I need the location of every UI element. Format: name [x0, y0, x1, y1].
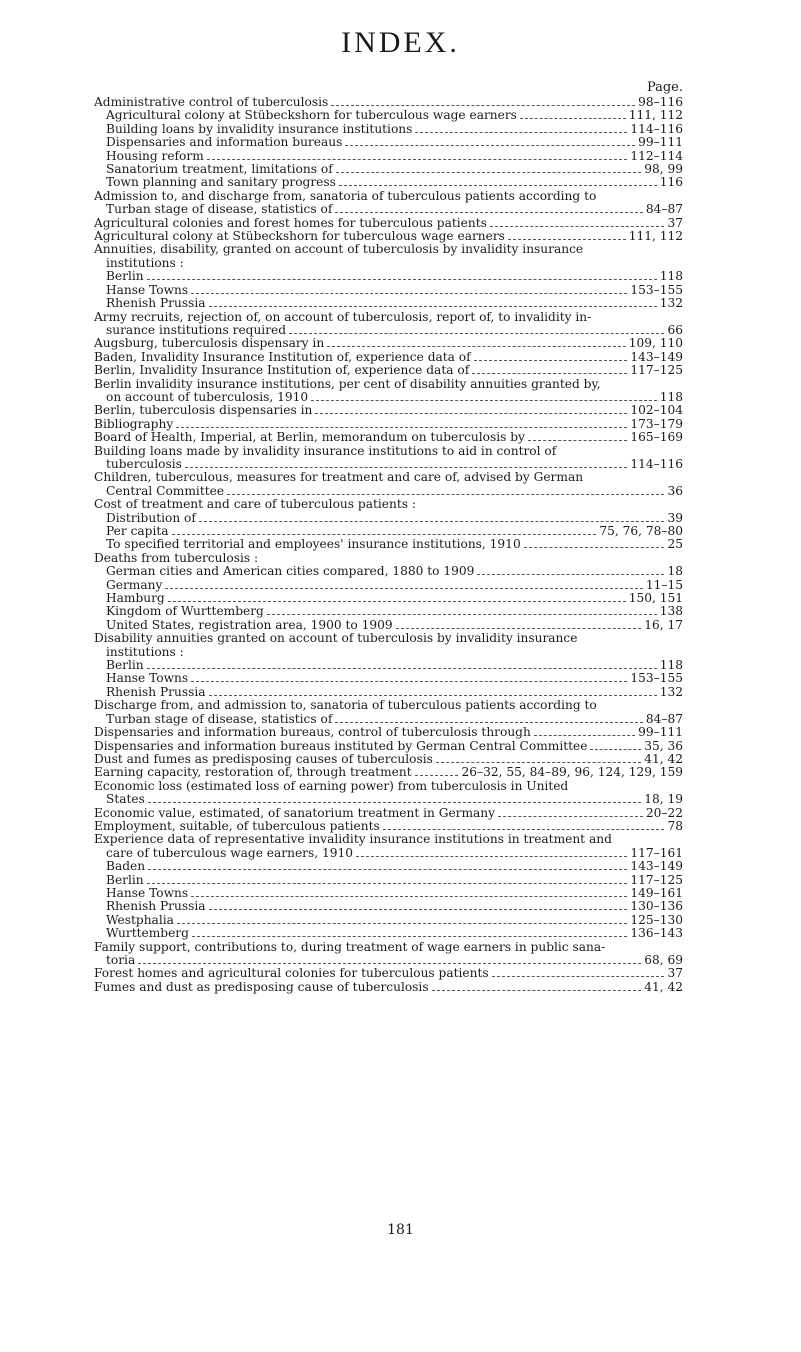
index-entry — [94, 351, 683, 364]
index-entry — [94, 753, 683, 766]
index-entry — [94, 471, 683, 484]
leader-dots — [147, 279, 657, 280]
entry-text: Central Committee — [106, 483, 225, 498]
entry-text: Berlin invalidity insurance institutions, per cent of disability annuities granted by, — [94, 376, 601, 391]
index-entry — [94, 337, 683, 350]
index-entry — [94, 230, 683, 243]
index-entry — [94, 740, 683, 753]
entry-page-ref: 16, 17 — [644, 617, 683, 632]
index-entry — [94, 941, 683, 954]
index-entry — [94, 190, 683, 203]
leader-dots — [176, 427, 627, 428]
leader-dots — [345, 145, 635, 146]
entry-page-ref: 111, 112 — [628, 229, 683, 244]
leader-dots — [138, 963, 641, 964]
index-entry — [94, 967, 683, 980]
page-column-heading: Page. — [646, 80, 683, 95]
leader-dots — [185, 467, 627, 468]
entry-text: Agricultural colonies and forest homes for tuberculous patients — [94, 215, 487, 230]
entry-page-ref: 132 — [659, 296, 683, 311]
entry-page-ref: 117–161 — [630, 845, 683, 860]
entry-page-ref: 114–116 — [630, 456, 683, 471]
leader-dots — [191, 293, 627, 294]
index-entry — [94, 203, 683, 216]
index-title: INDEX. — [341, 26, 460, 59]
leader-dots — [191, 896, 627, 897]
entry-page-ref: 99–111 — [638, 725, 683, 740]
index-entry — [94, 592, 683, 605]
leader-dots — [177, 923, 627, 924]
entry-page-ref: 102–104 — [630, 403, 683, 418]
leader-dots — [520, 118, 626, 119]
index-entry — [94, 404, 683, 417]
index-entry — [94, 659, 683, 672]
entry-text: Administrative control of tuberculosis — [94, 95, 329, 109]
entry-text: Rhenish Prussia — [106, 296, 206, 311]
entry-text: Berlin — [106, 658, 144, 673]
index-entry — [94, 847, 683, 860]
leader-dots — [534, 735, 635, 736]
index-entry — [94, 954, 683, 967]
entry-page-ref: 117–125 — [630, 363, 683, 378]
leader-dots — [209, 695, 657, 696]
entry-text: Berlin, Invalidity Insurance Institution of, experience data of — [94, 363, 470, 378]
entry-page-ref: 41, 42 — [644, 751, 683, 766]
index-entry — [94, 243, 683, 256]
index-entry — [94, 525, 683, 538]
leader-dots — [191, 681, 627, 682]
entry-page-ref: 37 — [667, 215, 683, 230]
leader-dots — [524, 547, 665, 548]
entry-text: Deaths from tuberculosis : — [94, 550, 259, 565]
leader-dots — [147, 668, 657, 669]
entry-text: Board of Health, Imperial, at Berlin, memorandum on tuberculosis by — [94, 430, 525, 445]
index-entry — [94, 820, 683, 833]
leader-dots — [209, 909, 628, 910]
entry-text: Bibliography — [94, 416, 174, 431]
entry-text: Hamburg — [106, 591, 165, 606]
leader-dots — [339, 185, 657, 186]
index-entry — [94, 257, 683, 270]
leader-dots — [415, 775, 459, 776]
entry-page-ref: 117–125 — [630, 872, 683, 887]
entry-text: Hanse Towns — [106, 671, 189, 686]
entry-text: Hanse Towns — [106, 282, 189, 297]
index-entries — [94, 96, 683, 994]
entry-text: on account of tuberculosis, 1910 — [106, 389, 309, 404]
entry-page-ref: 66 — [667, 322, 683, 337]
index-entry — [94, 324, 683, 337]
index-entry — [94, 780, 683, 793]
leader-dots — [335, 722, 643, 723]
index-entry — [94, 579, 683, 592]
page-number: 181 — [387, 1222, 414, 1238]
entry-page-ref: 143–149 — [630, 349, 683, 364]
index-entry — [94, 297, 683, 310]
entry-text: Experience data of representative invalidity insurance institutions in treatment and — [94, 832, 612, 847]
entry-text: Turban stage of disease, statistics of — [106, 202, 333, 217]
index-entry — [94, 512, 683, 525]
index-entry — [94, 646, 683, 659]
leader-dots — [148, 802, 641, 803]
leader-dots — [331, 105, 635, 106]
entry-text: Augsburg, tuberculosis dispensary in — [94, 336, 325, 351]
entry-page-ref: 78 — [667, 818, 683, 833]
leader-dots — [472, 373, 627, 374]
entry-page-ref: 98, 99 — [644, 162, 683, 177]
index-entry — [94, 270, 683, 283]
entry-page-ref: 36 — [667, 483, 683, 498]
entry-text: Wurttemberg — [106, 926, 189, 941]
leader-dots — [165, 588, 643, 589]
index-entry — [94, 860, 683, 873]
entry-page-ref: 143–149 — [630, 859, 683, 874]
entry-page-ref: 98–116 — [638, 95, 683, 109]
entry-text: Agricultural colony at Stübeckshorn for tuberculous wage earners — [106, 108, 517, 123]
entry-text: Town planning and sanitary progress — [106, 175, 336, 190]
leader-dots — [199, 521, 665, 522]
entry-text: Housing reform — [106, 148, 204, 163]
index-entry — [94, 833, 683, 846]
entry-text: Agricultural colony at Stübeckshorn for tuberculous wage earners — [94, 229, 505, 244]
index-entry — [94, 485, 683, 498]
index-entry — [94, 686, 683, 699]
leader-dots — [432, 990, 642, 991]
index-entry — [94, 431, 683, 444]
entry-text: Baden — [106, 859, 146, 874]
leader-dots — [267, 614, 657, 615]
index-entry — [94, 364, 683, 377]
index-entry — [94, 378, 683, 391]
leader-dots — [172, 534, 597, 535]
entry-page-ref: 173–179 — [630, 416, 683, 431]
entry-text: Germany — [106, 577, 163, 592]
entry-text: institutions : — [106, 644, 184, 659]
leader-dots — [356, 856, 627, 857]
entry-text: Building loans by invalidity insurance institutions — [106, 121, 413, 136]
entry-page-ref: 153–155 — [630, 282, 683, 297]
entry-text: States — [106, 792, 145, 807]
entry-text: Discharge from, and admission to, sanatoria of tuberculous patients according to — [94, 698, 597, 713]
index-entry — [94, 605, 683, 618]
entry-page-ref: 114–116 — [630, 121, 683, 136]
index-entry — [94, 284, 683, 297]
entry-page-ref: 118 — [659, 269, 683, 284]
index-entry — [94, 981, 683, 994]
entry-page-ref: 99–111 — [638, 135, 683, 150]
index-entry — [94, 123, 683, 136]
index-entry — [94, 311, 683, 324]
entry-page-ref: 130–136 — [630, 899, 683, 914]
leader-dots — [383, 829, 665, 830]
entry-text: Baden, Invalidity Insurance Institution of, experience data of — [94, 349, 471, 364]
index-entry — [94, 632, 683, 645]
leader-dots — [492, 976, 665, 977]
leader-dots — [311, 400, 657, 401]
entry-page-ref: 18 — [667, 564, 683, 579]
entry-page-ref: 41, 42 — [644, 979, 683, 994]
index-entry — [94, 927, 683, 940]
index-entry — [94, 136, 683, 149]
leader-dots — [192, 936, 627, 937]
entry-text: Rhenish Prussia — [106, 899, 206, 914]
leader-dots — [508, 239, 626, 240]
index-entry — [94, 672, 683, 685]
leader-dots — [490, 226, 665, 227]
entry-text: Hanse Towns — [106, 885, 189, 900]
entry-page-ref: 11–15 — [645, 577, 683, 592]
entry-text: Berlin — [106, 269, 144, 284]
leader-dots — [168, 601, 626, 602]
entry-page-ref: 25 — [667, 537, 683, 552]
entry-text: Building loans made by invalidity insurance institutions to aid in control of — [94, 443, 557, 458]
entry-page-ref: 150, 151 — [628, 591, 683, 606]
leader-dots — [396, 628, 642, 629]
entry-page-ref: 35, 36 — [644, 738, 683, 753]
entry-text: Westphalia — [106, 912, 174, 927]
leader-dots — [336, 172, 642, 173]
entry-text: Economic value, estimated, of sanatorium treatment in Germany — [94, 805, 496, 820]
index-entry — [94, 619, 683, 632]
entry-page-ref: 125–130 — [630, 912, 683, 927]
entry-text: institutions : — [106, 255, 184, 270]
entry-page-ref: 116 — [659, 175, 683, 190]
index-entry — [94, 699, 683, 712]
entry-text: Annuities, disability, granted on account of tuberculosis by invalidity insurance — [94, 242, 584, 257]
entry-page-ref: 118 — [659, 658, 683, 673]
entry-page-ref: 26–32, 55, 84–89, 96, 124, 129, 159 — [461, 765, 683, 780]
entry-page-ref: 153–155 — [630, 671, 683, 686]
index-entry — [94, 498, 683, 511]
entry-text: Dust and fumes as predisposing causes of tuberculosis — [94, 751, 433, 766]
index-entry — [94, 900, 683, 913]
entry-page-ref: 75, 76, 78–80 — [599, 524, 683, 538]
leader-dots — [436, 762, 641, 763]
leader-dots — [477, 574, 664, 575]
entry-page-ref: 20–22 — [645, 805, 683, 820]
entry-page-ref: 149–161 — [630, 885, 683, 900]
entry-text: Forest homes and agricultural colonies for tuberculous patients — [94, 966, 489, 981]
index-entry — [94, 150, 683, 163]
entry-page-ref: 136–143 — [630, 926, 683, 941]
index-entry — [94, 552, 683, 565]
leader-dots — [474, 360, 628, 361]
leader-dots — [415, 132, 627, 133]
index-entry — [94, 217, 683, 230]
index-entry — [94, 96, 683, 109]
entry-page-ref: 118 — [659, 389, 683, 404]
index-entry — [94, 766, 683, 779]
entry-text: Children, tuberculous, measures for treatment and care of, advised by German — [94, 470, 584, 485]
entry-page-ref: 138 — [659, 604, 683, 619]
entry-text: Employment, suitable, of tuberculous patients — [94, 818, 380, 833]
leader-dots — [528, 440, 627, 441]
leader-dots — [590, 749, 641, 750]
index-entry — [94, 914, 683, 927]
index-entry — [94, 418, 683, 431]
entry-text: Economic loss (estimated loss of earning power) from tuberculosis in United — [94, 778, 569, 793]
entry-page-ref: 112–114 — [630, 148, 683, 163]
entry-page-ref: 111, 112 — [628, 108, 683, 123]
leader-dots — [335, 212, 643, 213]
index-entry — [94, 793, 683, 806]
entry-page-ref: 68, 69 — [644, 953, 683, 967]
leader-dots — [498, 816, 643, 817]
leader-dots — [227, 494, 664, 495]
index-entry — [94, 565, 683, 578]
entry-text: German cities and American cities compared, 1880 to 1909 — [106, 564, 475, 579]
entry-text: surance institutions required — [106, 322, 287, 337]
entry-text: Army recruits, rejection of, on account of tuberculosis, report of, to invalidity in- — [94, 309, 592, 324]
leader-dots — [289, 333, 664, 334]
entry-text: Distribution of — [106, 510, 196, 525]
index-entry — [94, 163, 683, 176]
entry-text: tuberculosis — [106, 456, 182, 471]
entry-text: Berlin — [106, 872, 144, 887]
leader-dots — [315, 413, 627, 414]
entry-text: Cost of treatment and care of tuberculous patients : — [94, 497, 416, 512]
index-entry — [94, 445, 683, 458]
entry-text: Per capita — [106, 524, 169, 538]
entry-text: Dispensaries and information bureaus instituted by German Central Committee — [94, 738, 588, 753]
entry-text: Dispensaries and information bureaus, control of tuberculosis through — [94, 725, 531, 740]
entry-page-ref: 39 — [667, 510, 683, 525]
entry-text: Earning capacity, restoration of, through treatment — [94, 765, 412, 780]
entry-page-ref: 84–87 — [645, 711, 683, 726]
leader-dots — [209, 306, 657, 307]
entry-text: toria — [106, 953, 136, 967]
index-entry — [94, 874, 683, 887]
index-entry — [94, 176, 683, 189]
entry-text: United States, registration area, 1900 to 1909 — [106, 617, 393, 632]
entry-text: Sanatorium treatment, limitations of — [106, 162, 333, 177]
entry-page-ref: 109, 110 — [628, 336, 683, 351]
entry-page-ref: 84–87 — [645, 202, 683, 217]
index-entry — [94, 458, 683, 471]
index-entry — [94, 391, 683, 404]
entry-text: Rhenish Prussia — [106, 684, 206, 699]
entry-text: Kingdom of Wurttemberg — [106, 604, 264, 619]
entry-page-ref: 165–169 — [630, 430, 683, 445]
entry-text: Berlin, tuberculosis dispensaries in — [94, 403, 313, 418]
entry-text: Dispensaries and information bureaus — [106, 135, 343, 150]
entry-text: care of tuberculous wage earners, 1910 — [106, 845, 353, 860]
entry-page-ref: 132 — [659, 684, 683, 699]
index-entry — [94, 887, 683, 900]
entry-page-ref: 18, 19 — [644, 792, 683, 807]
leader-dots — [147, 883, 628, 884]
leader-dots — [327, 346, 626, 347]
entry-page-ref: 37 — [667, 966, 683, 981]
entry-text: Admission to, and discharge from, sanatoria of tuberculous patients according to — [94, 188, 597, 203]
entry-text: Fumes and dust as predisposing cause of tuberculosis — [94, 979, 429, 994]
index-entry — [94, 713, 683, 726]
leader-dots — [148, 869, 627, 870]
index-entry — [94, 726, 683, 739]
index-entry — [94, 109, 683, 122]
index-entry — [94, 807, 683, 820]
leader-dots — [207, 159, 628, 160]
index-entry — [94, 538, 683, 551]
entry-text: Disability annuities granted on account of tuberculosis by invalidity insurance — [94, 631, 578, 646]
entry-text: Turban stage of disease, statistics of — [106, 711, 333, 726]
entry-text: To specified territorial and employees' insurance institutions, 1910 — [106, 537, 521, 552]
entry-text: Family support, contributions to, during treatment of wage earners in public sana- — [94, 939, 606, 954]
